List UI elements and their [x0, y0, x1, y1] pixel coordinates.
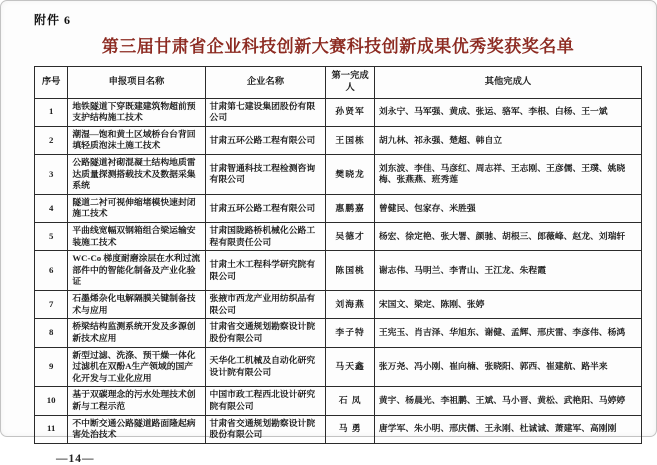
- row-number: 2: [35, 126, 68, 154]
- row-number: 8: [35, 319, 68, 347]
- row-number: 5: [35, 223, 68, 251]
- company-name: 甘肃国陇路桥机械化公路工程有限责任公司: [205, 223, 326, 251]
- column-header-3: 第一完成人: [326, 67, 375, 99]
- other-completers: 张万尧、冯小刚、崔向楠、张晓阳、郭西、崔建航、路半来: [374, 347, 641, 387]
- table-header-row: [35, 67, 642, 99]
- first-completer: 马 勇: [326, 415, 375, 443]
- project-name: 新型过滤、洗涤、预干燥一体化过滤机在双酚A生产领域的国产化开发与工业化应用: [68, 347, 205, 387]
- row-number: 7: [35, 291, 68, 319]
- company-name: 甘肃省交通规划勘察设计院股份有限公司: [205, 415, 326, 443]
- project-name: 桥梁结构监测系统开发及多源创新技术应用: [68, 319, 205, 347]
- other-completers: 黄宇、杨晨光、李祖鹏、王斌、马小晋、黄松、武艳阳、马婷婷: [374, 387, 641, 415]
- first-completer: 樊晓龙: [326, 154, 375, 194]
- table-row: [35, 98, 642, 126]
- other-completers: 宋国文、梁定、陈刚、张婷: [374, 291, 641, 319]
- project-name: 石墨烯杂化电解隔膜关键制备技术与应用: [68, 291, 205, 319]
- other-completers: 唐学军、朱小明、邢庆儒、王永刚、杜诚诚、萧建军、高刚刚: [374, 415, 641, 443]
- other-completers: 曾健民、包家存、米胜强: [374, 194, 641, 222]
- table-row: [35, 291, 642, 319]
- award-table: [34, 66, 642, 444]
- table-row: [35, 126, 642, 154]
- company-name: 甘肃省交通规划勘察设计院股份有限公司: [205, 319, 326, 347]
- first-completer: 吴德才: [326, 223, 375, 251]
- row-number: 10: [35, 387, 68, 415]
- page-number: —14—: [56, 452, 95, 465]
- first-completer: 刘海燕: [326, 291, 375, 319]
- company-name: 甘肃土木工程科学研究院有限公司: [205, 251, 326, 291]
- project-name: 地铁隧道下穿既建建筑物超前预支护结构施工技术: [68, 98, 205, 126]
- company-name: 甘肃五环公路工程有限公司: [205, 126, 326, 154]
- document-content: [34, 11, 642, 465]
- company-name: 甘肃第七建设集团股份有限公司: [205, 98, 326, 126]
- row-number: 1: [35, 98, 68, 126]
- other-completers: 谢志伟、马明兰、李青山、王江龙、朱程霞: [374, 251, 641, 291]
- project-name: 基于双碳理念的污水处理技术创新与工程示范: [68, 387, 205, 415]
- table-row: [35, 194, 642, 222]
- project-name: 隧道二衬可视伸缩堵模快速封闭施工技术: [68, 194, 205, 222]
- row-number: 11: [35, 415, 68, 443]
- attachment-label: 附件 6: [34, 13, 72, 27]
- row-number: 3: [35, 154, 68, 194]
- table-row: [35, 223, 642, 251]
- project-name: 潮湿—饱和黄土区域桥台台背回填轻质泡沫土施工技术: [68, 126, 205, 154]
- project-name: WC-Co 梯度耐磨涂层在水利过流部件中的智能化制备及产业化验证: [68, 251, 205, 291]
- company-name: 中国市政工程西北设计研究院有限公司: [205, 387, 326, 415]
- row-number: 4: [35, 194, 68, 222]
- table-body: [35, 98, 642, 443]
- other-completers: 刘东波、李佳、马彦红、周志祥、王志刚、王彦儒、王璞、姚晓梅、张燕燕、班秀莲: [374, 154, 641, 194]
- company-name: 天华化工机械及自动化研究设计院有限公司: [205, 347, 326, 387]
- company-name: 甘肃五环公路工程有限公司: [205, 194, 326, 222]
- company-name: 张掖市西龙产业用纺织品有限公司: [205, 291, 326, 319]
- other-completers: 刘永宁、马军强、黄成、张运、骆军、李根、白杨、王一斌: [374, 98, 641, 126]
- first-completer: 李子特: [326, 319, 375, 347]
- table-row: [35, 251, 642, 291]
- first-completer: 马天鑫: [326, 347, 375, 387]
- first-completer: 王国栋: [326, 126, 375, 154]
- project-name: 公路隧道衬砌混凝土结构地质雷达质量探测搭载技术及数据采集系统: [68, 154, 205, 194]
- other-completers: 王宪玉、肖吉泽、华旭东、谢健、孟辉、邢庆雷、李彦伟、杨鸿: [374, 319, 641, 347]
- table-row: [35, 387, 642, 415]
- column-header-2: 企业名称: [205, 67, 326, 99]
- column-header-1: 申报项目名称: [68, 67, 205, 99]
- table-row: [35, 319, 642, 347]
- page-title: 第三届甘肃省企业科技创新大赛科技创新成果优秀奖获奖名单: [101, 37, 575, 56]
- table-row: [35, 347, 642, 387]
- first-completer: 陈国桃: [326, 251, 375, 291]
- row-number: 9: [35, 347, 68, 387]
- other-completers: 胡九林、祁永强、楚超、韩自立: [374, 126, 641, 154]
- other-completers: 杨宏、徐定艳、张大署、颜驰、胡根三、郎薇峰、赵龙、刘瑞轩: [374, 223, 641, 251]
- first-completer: 孙贤军: [326, 98, 375, 126]
- company-name: 甘肃智通科技工程检测咨询有限公司: [205, 154, 326, 194]
- table-row: [35, 415, 642, 443]
- table-row: [35, 154, 642, 194]
- first-completer: 石 凤: [326, 387, 375, 415]
- column-header-0: 序号: [35, 67, 68, 99]
- column-header-4: 其他完成人: [374, 67, 641, 99]
- first-completer: 惠鹏嘉: [326, 194, 375, 222]
- project-name: 不中断交通公路隧道路面隆起病害处治技术: [68, 415, 205, 443]
- project-name: 平曲线宽幅双钢箱组合梁运输安装施工技术: [68, 223, 205, 251]
- row-number: 6: [35, 251, 68, 291]
